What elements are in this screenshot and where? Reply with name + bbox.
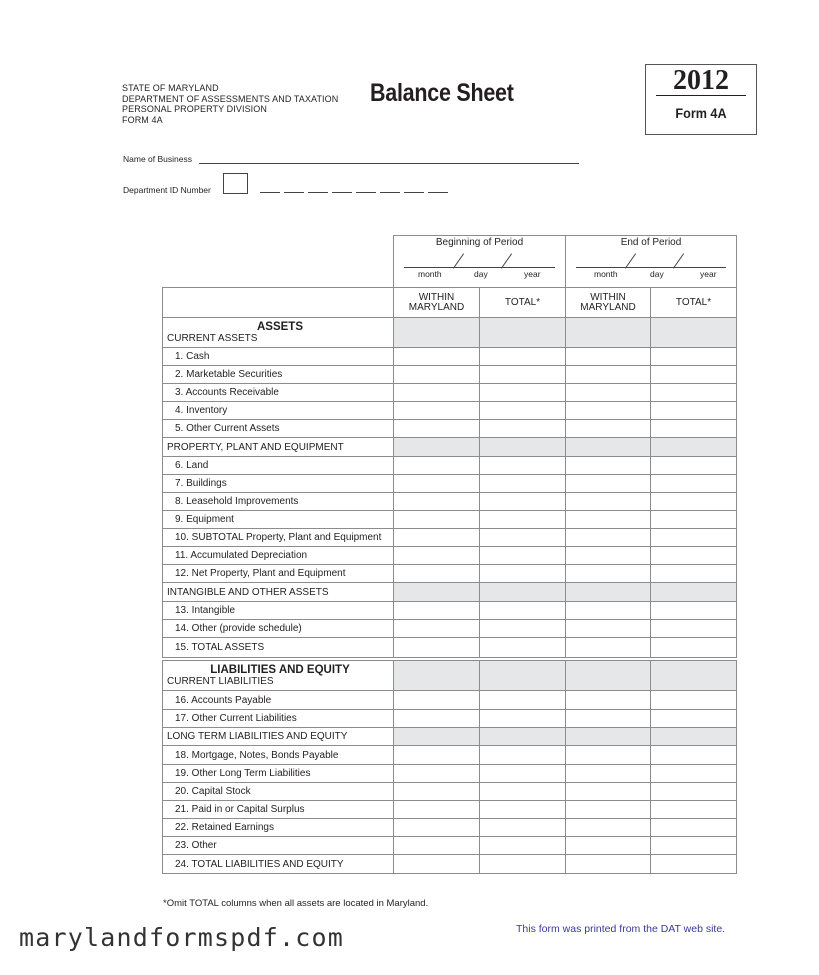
amount-cell[interactable] <box>394 475 480 493</box>
amount-cell[interactable] <box>566 384 651 402</box>
beginning-date-field[interactable] <box>404 267 555 268</box>
amount-cell[interactable] <box>394 348 480 366</box>
amount-cell[interactable] <box>566 765 651 783</box>
agency-line: PERSONAL PROPERTY DIVISION <box>122 104 267 115</box>
department-id-digit[interactable] <box>332 192 352 193</box>
amount-cell[interactable] <box>651 710 737 728</box>
amount-cell[interactable] <box>480 565 566 583</box>
department-id-label: Department ID Number <box>123 185 211 195</box>
amount-cell[interactable] <box>394 602 480 620</box>
year-divider <box>656 95 746 96</box>
amount-cell[interactable] <box>566 348 651 366</box>
amount-cell[interactable] <box>651 547 737 565</box>
amount-cell[interactable] <box>480 819 566 837</box>
line-label: 6. Land <box>163 457 394 475</box>
amount-cell[interactable] <box>566 855 651 874</box>
total-assets-label: 15. TOTAL ASSETS <box>163 638 394 658</box>
department-id-digit[interactable] <box>404 192 424 193</box>
amount-cell[interactable] <box>480 348 566 366</box>
amount-cell[interactable] <box>566 746 651 765</box>
amount-cell[interactable] <box>480 746 566 765</box>
amount-cell[interactable] <box>566 783 651 801</box>
amount-cell[interactable] <box>566 602 651 620</box>
amount-cell[interactable] <box>480 765 566 783</box>
amount-cell[interactable] <box>394 384 480 402</box>
long-term-section-header: LONG TERM LIABILITIES AND EQUITY <box>163 728 394 746</box>
amount-cell[interactable] <box>651 348 737 366</box>
amount-cell[interactable] <box>394 511 480 529</box>
liabilities-title: LIABILITIES AND EQUITY <box>210 664 350 676</box>
line-label: 3. Accounts Receivable <box>163 384 394 402</box>
department-id-digit[interactable] <box>284 192 304 193</box>
amount-cell[interactable] <box>566 547 651 565</box>
beginning-period-title: Beginning of Period <box>435 237 524 248</box>
line-label: 4. Inventory <box>163 402 394 420</box>
amount-cell[interactable] <box>394 710 480 728</box>
balance-sheet-table <box>162 235 737 874</box>
end-date-field[interactable] <box>576 267 726 268</box>
date-label-day: day <box>474 269 488 279</box>
page-title: Balance Sheet <box>370 79 514 107</box>
amount-cell[interactable] <box>651 783 737 801</box>
date-label-year: year <box>700 269 717 279</box>
amount-cell[interactable] <box>651 420 737 438</box>
amount-cell[interactable] <box>566 819 651 837</box>
amount-cell[interactable] <box>480 475 566 493</box>
amount-cell[interactable] <box>480 529 566 547</box>
total-liabilities-label: 24. TOTAL LIABILITIES AND EQUITY <box>163 855 394 874</box>
department-id-digit[interactable] <box>308 192 328 193</box>
amount-cell[interactable] <box>651 765 737 783</box>
col-total-end: TOTAL* <box>651 288 737 318</box>
amount-cell[interactable] <box>394 547 480 565</box>
amount-cell[interactable] <box>651 801 737 819</box>
watermark: marylandformspdf.com <box>19 923 345 952</box>
amount-cell[interactable] <box>394 457 480 475</box>
amount-cell[interactable] <box>480 691 566 710</box>
amount-cell[interactable] <box>566 457 651 475</box>
amount-cell[interactable] <box>480 837 566 855</box>
amount-cell[interactable] <box>480 493 566 511</box>
line-label: 20. Capital Stock <box>163 783 394 801</box>
line-label: 1. Cash <box>163 348 394 366</box>
form-number: Form 4A <box>675 105 727 121</box>
amount-cell[interactable] <box>651 493 737 511</box>
line-label: 22. Retained Earnings <box>163 819 394 837</box>
amount-cell[interactable] <box>394 855 480 874</box>
amount-cell[interactable] <box>480 420 566 438</box>
amount-cell[interactable] <box>651 475 737 493</box>
amount-cell[interactable] <box>566 493 651 511</box>
amount-cell[interactable] <box>566 691 651 710</box>
amount-cell[interactable] <box>394 402 480 420</box>
line-label: 8. Leasehold Improvements <box>163 493 394 511</box>
amount-cell[interactable] <box>566 475 651 493</box>
amount-cell[interactable] <box>480 783 566 801</box>
date-label-month: month <box>594 269 618 279</box>
amount-cell[interactable] <box>566 420 651 438</box>
amount-cell[interactable] <box>394 837 480 855</box>
amount-cell[interactable] <box>480 710 566 728</box>
amount-cell[interactable] <box>480 547 566 565</box>
amount-cell[interactable] <box>480 602 566 620</box>
line-item-column-header <box>163 288 394 318</box>
amount-cell[interactable] <box>480 457 566 475</box>
line-label: 14. Other (provide schedule) <box>163 620 394 638</box>
amount-cell[interactable] <box>480 384 566 402</box>
amount-cell[interactable] <box>394 366 480 384</box>
amount-cell[interactable] <box>566 511 651 529</box>
department-id-digit[interactable] <box>428 192 448 193</box>
liabilities-section-header <box>163 661 394 691</box>
col-within-maryland-begin: WITHIN MARYLAND <box>394 288 480 318</box>
intangible-section-header: INTANGIBLE AND OTHER ASSETS <box>163 583 394 602</box>
col-within-maryland-end: WITHIN MARYLAND <box>566 288 651 318</box>
amount-cell[interactable] <box>651 855 737 874</box>
assets-title: ASSETS <box>256 321 303 333</box>
amount-cell[interactable] <box>651 565 737 583</box>
amount-cell[interactable] <box>394 565 480 583</box>
department-id-prefix-box[interactable] <box>223 173 248 194</box>
footnote: *Omit TOTAL columns when all assets are located in Maryland. <box>163 898 429 909</box>
amount-cell[interactable] <box>480 366 566 384</box>
amount-cell[interactable] <box>480 620 566 638</box>
amount-cell[interactable] <box>394 638 480 658</box>
amount-cell[interactable] <box>566 565 651 583</box>
department-id-digit[interactable] <box>380 192 400 193</box>
amount-cell[interactable] <box>394 420 480 438</box>
line-label: 12. Net Property, Plant and Equipment <box>163 565 394 583</box>
form-year: 2012 <box>673 65 729 96</box>
amount-cell[interactable] <box>480 855 566 874</box>
line-label: 19. Other Long Term Liabilities <box>163 765 394 783</box>
end-period-title: End of Period <box>620 237 682 248</box>
line-label: 10. SUBTOTAL Property, Plant and Equipment <box>163 529 394 547</box>
beginning-period-header <box>394 236 566 288</box>
line-label: 2. Marketable Securities <box>163 366 394 384</box>
amount-cell[interactable] <box>651 746 737 765</box>
amount-cell[interactable] <box>651 620 737 638</box>
department-id-digit[interactable] <box>356 192 376 193</box>
col-total-begin: TOTAL* <box>480 288 566 318</box>
line-label: 21. Paid in or Capital Surplus <box>163 801 394 819</box>
amount-cell[interactable] <box>566 710 651 728</box>
business-name-label: Name of Business <box>123 154 192 164</box>
amount-cell[interactable] <box>394 691 480 710</box>
line-label: 11. Accumulated Depreciation <box>163 547 394 565</box>
amount-cell[interactable] <box>394 746 480 765</box>
amount-cell[interactable] <box>566 801 651 819</box>
amount-cell[interactable] <box>394 493 480 511</box>
amount-cell[interactable] <box>480 801 566 819</box>
amount-cell[interactable] <box>394 801 480 819</box>
amount-cell[interactable] <box>651 511 737 529</box>
current-assets-subtitle: CURRENT ASSETS <box>167 333 258 344</box>
ppe-section-header: PROPERTY, PLANT AND EQUIPMENT <box>163 438 394 457</box>
amount-cell[interactable] <box>566 638 651 658</box>
line-label: 7. Buildings <box>163 475 394 493</box>
line-label: 16. Accounts Payable <box>163 691 394 710</box>
amount-cell[interactable] <box>651 819 737 837</box>
amount-cell[interactable] <box>566 837 651 855</box>
amount-cell[interactable] <box>651 384 737 402</box>
line-label: 18. Mortgage, Notes, Bonds Payable <box>163 746 394 765</box>
amount-cell[interactable] <box>651 638 737 658</box>
amount-cell[interactable] <box>566 402 651 420</box>
agency-line: FORM 4A <box>122 114 163 125</box>
amount-cell[interactable] <box>651 602 737 620</box>
line-label: 23. Other <box>163 837 394 855</box>
date-label-year: year <box>524 269 541 279</box>
amount-cell[interactable] <box>394 819 480 837</box>
department-id-digit[interactable] <box>260 192 280 193</box>
amount-cell[interactable] <box>651 366 737 384</box>
amount-cell[interactable] <box>394 783 480 801</box>
amount-cell[interactable] <box>651 402 737 420</box>
date-label-day: day <box>650 269 664 279</box>
printed-note: This form was printed from the DAT web site. <box>516 923 726 935</box>
amount-cell[interactable] <box>651 691 737 710</box>
agency-block <box>122 83 338 125</box>
amount-cell[interactable] <box>651 457 737 475</box>
line-label: 5. Other Current Assets <box>163 420 394 438</box>
amount-cell[interactable] <box>480 638 566 658</box>
amount-cell[interactable] <box>566 620 651 638</box>
line-label: 9. Equipment <box>163 511 394 529</box>
line-label: 17. Other Current Liabilities <box>163 710 394 728</box>
amount-cell[interactable] <box>480 402 566 420</box>
date-label-month: month <box>418 269 442 279</box>
amount-cell[interactable] <box>480 511 566 529</box>
end-period-header <box>566 236 737 288</box>
current-liabilities-subtitle: CURRENT LIABILITIES <box>167 676 274 687</box>
assets-section-header <box>163 318 394 348</box>
amount-cell[interactable] <box>394 529 480 547</box>
year-box <box>645 64 757 135</box>
amount-cell[interactable] <box>566 366 651 384</box>
amount-cell[interactable] <box>651 529 737 547</box>
amount-cell[interactable] <box>394 620 480 638</box>
agency-line: DEPARTMENT OF ASSESSMENTS AND TAXATION <box>122 93 339 104</box>
amount-cell[interactable] <box>566 529 651 547</box>
amount-cell[interactable] <box>394 765 480 783</box>
agency-line: STATE OF MARYLAND <box>122 83 219 93</box>
line-label: 13. Intangible <box>163 602 394 620</box>
amount-cell[interactable] <box>651 837 737 855</box>
business-name-field[interactable] <box>199 163 579 164</box>
